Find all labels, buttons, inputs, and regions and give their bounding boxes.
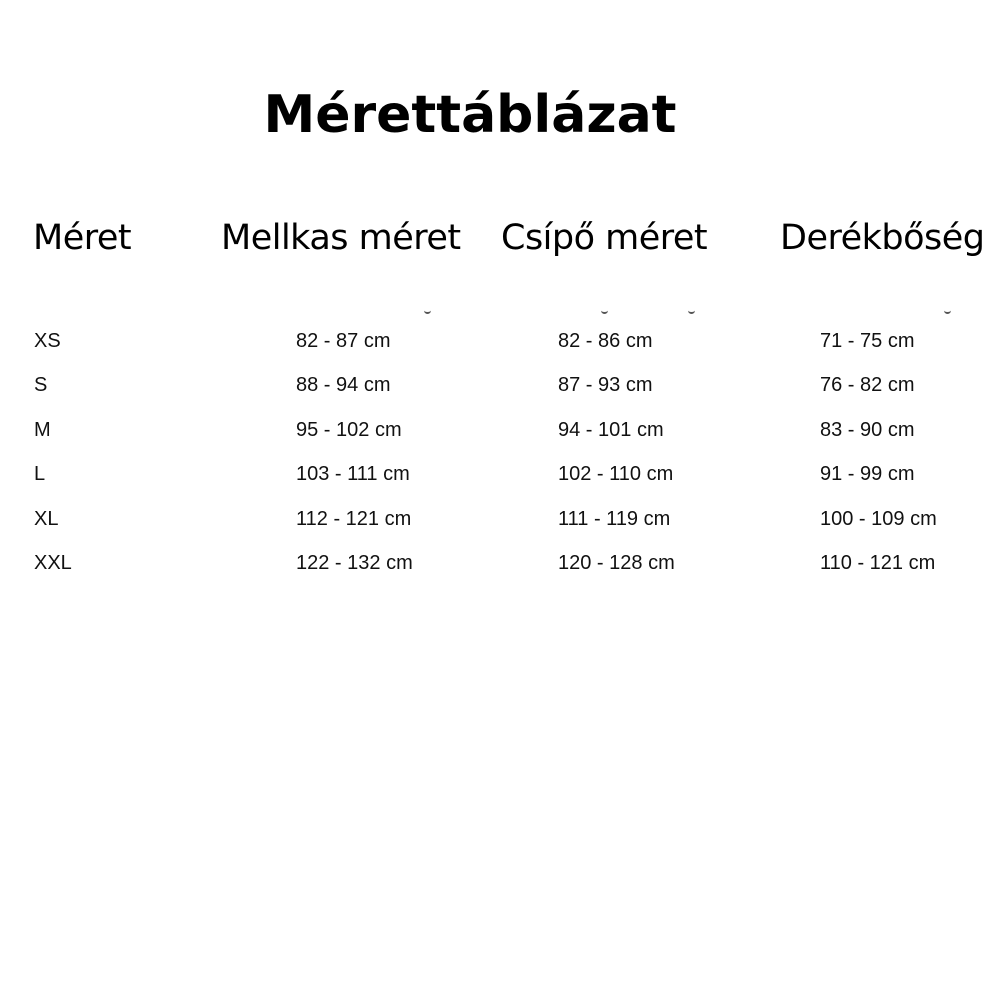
table-row (0, 504, 1000, 548)
table-row (0, 415, 1000, 459)
clipped-text-fragments (0, 306, 1000, 314)
cell-size: XXL (34, 551, 72, 574)
cell-chest: 112 - 121 cm (296, 507, 412, 530)
cell-size: XL (34, 507, 59, 530)
cell-waist: 91 - 99 cm (820, 463, 915, 486)
table-row (0, 548, 1000, 592)
cell-hip: 111 - 119 cm (558, 507, 671, 530)
cell-waist: 71 - 75 cm (820, 330, 915, 352)
cell-waist: 110 - 121 cm (820, 551, 936, 574)
cell-waist: 76 - 82 cm (820, 374, 915, 397)
cell-chest: 122 - 132 cm (296, 551, 413, 574)
table-row (0, 459, 1000, 503)
clipped-glyph (601, 306, 608, 314)
header-chest: Mellkas méret (221, 218, 461, 258)
cell-chest: 82 - 87 cm (296, 330, 391, 352)
cell-chest: 103 - 111 cm (296, 463, 410, 486)
cell-size: S (34, 374, 48, 397)
header-hip: Csípő méret (501, 218, 708, 258)
cell-size: XS (34, 330, 61, 352)
page-title: Mérettáblázat (263, 85, 677, 145)
header-waist: Derékbőség (780, 218, 985, 258)
table-row (0, 370, 1000, 414)
cell-chest: 88 - 94 cm (296, 374, 391, 397)
cell-waist: 83 - 90 cm (820, 418, 915, 441)
table-header-row (0, 214, 1000, 264)
clipped-glyph (424, 306, 431, 314)
cell-hip: 94 - 101 cm (558, 418, 664, 441)
cell-hip: 82 - 86 cm (558, 330, 653, 352)
clipped-glyph (944, 306, 951, 314)
cell-hip: 120 - 128 cm (558, 551, 675, 574)
cell-size: L (34, 463, 46, 486)
cell-waist: 100 - 109 cm (820, 507, 937, 530)
cell-hip: 87 - 93 cm (558, 374, 653, 397)
size-table-body (0, 326, 1000, 592)
cell-size: M (34, 418, 51, 441)
cell-chest: 95 - 102 cm (296, 418, 402, 441)
table-row (0, 326, 1000, 370)
header-size: Méret (33, 218, 132, 258)
clipped-glyph (688, 306, 695, 314)
cell-hip: 102 - 110 cm (558, 463, 674, 486)
